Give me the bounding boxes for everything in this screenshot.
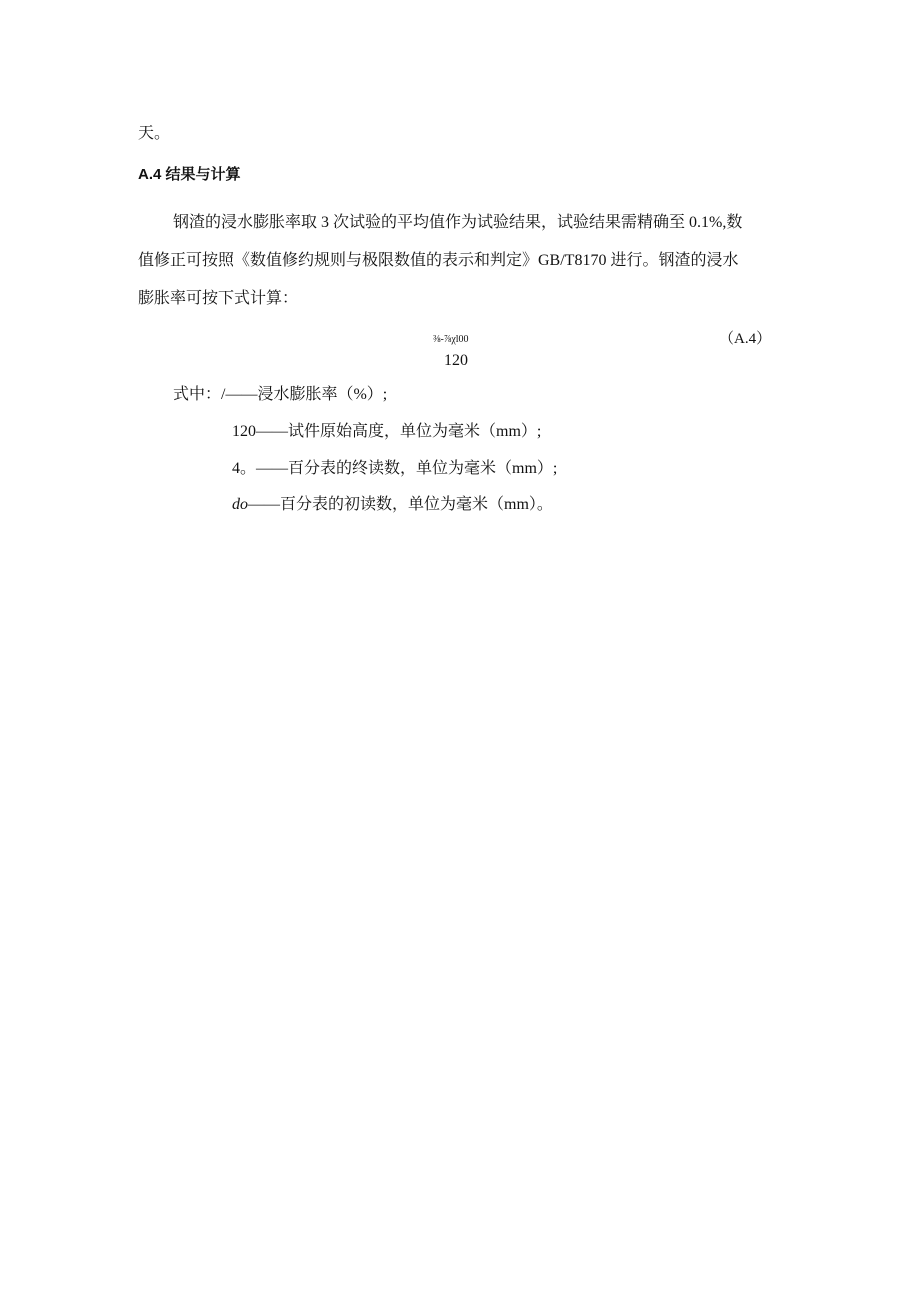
definition-row-2 xyxy=(232,459,557,479)
definition-text: ——百分表的终读数，单位为毫米（mm）; xyxy=(256,460,558,477)
definition-row-1 xyxy=(232,422,541,442)
definition-text: ——试件原始高度，单位为毫米（mm）; xyxy=(256,423,542,440)
formula-denominator: 120 xyxy=(444,352,468,369)
definition-row-3 xyxy=(232,495,553,515)
definition-symbol: 4。 xyxy=(232,460,257,477)
where-intro: 式中：/——浸水膨胀率（%）; xyxy=(173,386,388,403)
definition-text: ——百分表的初读数，单位为毫米（mm）。 xyxy=(248,496,553,513)
formula-numerator: ⅜-⅞χl00 xyxy=(433,334,469,345)
definition-symbol: 120 xyxy=(232,423,256,440)
equation-number: （A.4） xyxy=(719,331,772,347)
paragraph-line-2: 值修正可按照《数值修约规则与极限数值的表示和判定》GB/T8170 进行。钢渣的浸水 xyxy=(138,252,739,269)
definition-symbol: do xyxy=(232,496,248,513)
paragraph-line-3: 膨胀率可按下式计算： xyxy=(138,290,299,307)
continuation-text: 天。 xyxy=(138,125,171,142)
paragraph-line-1: 钢渣的浸水膨胀率取 3 次试验的平均值作为试验结果，试验结果需精确至 0.1%,数 xyxy=(173,214,743,231)
section-heading: A.4 结果与计算 xyxy=(138,166,241,183)
